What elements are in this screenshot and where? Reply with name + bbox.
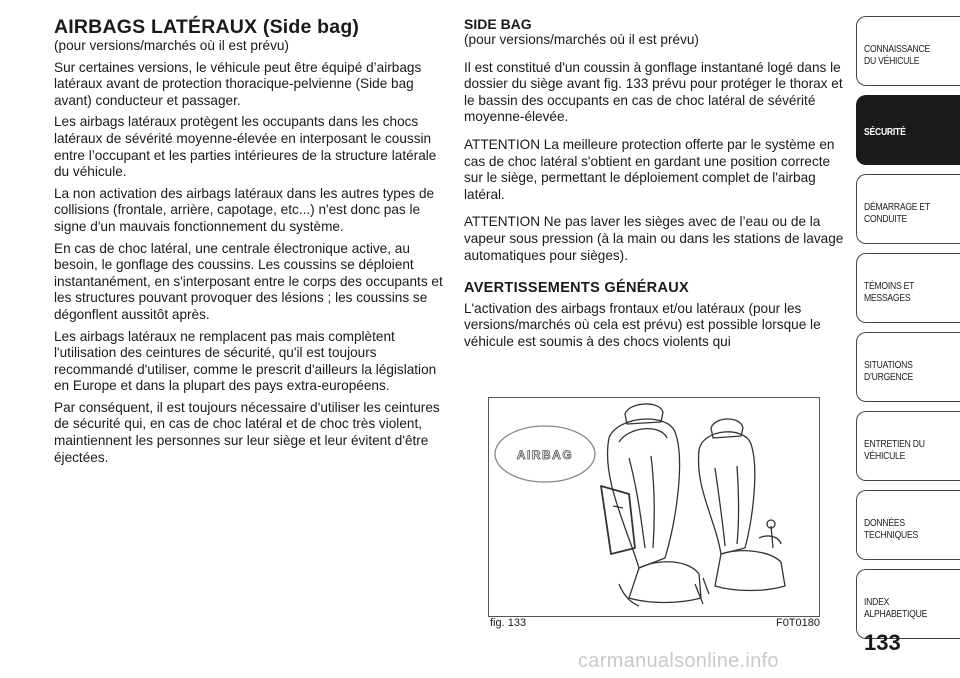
figure-code: F0T0180 [775,617,820,629]
figure-number: fig. 133 [490,617,527,629]
paragraph: Les airbags latéraux protègent les occupants dans les chocs latéraux de sévérité moyenne-élevée en interposant le coussin entre l’occupant et les parties intérieures de la structure latérale du véhicule. [54,114,437,180]
tab-demarrage-conduite[interactable] [856,174,960,244]
paragraph: Par conséquent, il est toujours nécessaire d'utiliser les ceintures de sécurité qui, en cas de choc latéral et de choc très violent, maintiennent les personnes sur leur siège et leur évitent d'être éjectées. [54,399,440,465]
warning-paragraph: ATTENTION La meilleure protection offerte par le système en cas de choc latéral s'obtient en gardant une position correcte sur le siège, permettant le déploiement complet de l'airbag latéral. [464,136,835,202]
tab-entretien-vehicule[interactable] [856,411,960,481]
tab-temoins-messages[interactable] [856,253,960,323]
general-warnings-heading: AVERTISSEMENTS GÉNÉRAUX [464,280,689,297]
right-column [464,16,844,356]
seat-airbag-figure [488,397,820,617]
tab-index-alphabetique[interactable] [856,569,960,639]
tab-label: DONNÉES TECHNIQUES [864,517,918,541]
tab-label: INDEX ALPHABETIQUE [864,596,928,620]
tab-label: CONNAISSANCE DU VÉHICULE [864,43,930,67]
section-subtitle: (pour versions/marchés où il est prévu) [54,38,289,53]
watermark: carmanualsonline.info [578,650,779,672]
paragraph: En cas de choc latéral, une centrale électronique active, au besoin, le gonflage des coussins. Les coussins se déploient instantanément, en s'interposant entre le corps des occupants et les structures pouvant provoquer des lésions ; les coussins se dégonflent aussitôt après. [54,240,443,322]
tab-label: DÉMARRAGE ET CONDUITE [864,201,930,225]
tab-situations-urgence[interactable] [856,332,960,402]
page-number: 133 [864,630,901,655]
chapter-tabs [856,16,960,648]
paragraph: La non activation des airbags latéraux dans les autres types de collisions (frontale, arrière, capotage, etc...) n'est donc pas le signe d'un mauvais fonctionnement du système. [54,185,435,234]
tab-securite[interactable] [856,95,960,165]
tab-donnees-techniques[interactable] [856,490,960,560]
seat-illustration [489,398,819,616]
paragraph: L'activation des airbags frontaux et/ou latéraux (pour les versions/marchés où cela est prévu) est possible lorsque le véhicule est soumis à des chocs violents qui [464,300,821,349]
paragraph: Il est constitué d'un coussin à gonflage instantané logé dans le dossier du siège avant fig. 133 prévu pour protéger le thorax et le bassin des occupants en cas de choc latéral de sévérité moyenne-élevée. [464,59,843,125]
paragraph: Les airbags latéraux ne remplacent pas mais complètent l'utilisation des ceintures de sécurité, qu'il est toujours recommandé d'utiliser, comme le prescrit d'ailleurs la législation en Europe et dans la plupart des pays extra-européens. [54,328,437,394]
tab-label: TÉMOINS ET MESSAGES [864,280,915,304]
tab-label: SITUATIONS D’URGENCE [864,359,913,383]
paragraph: Sur certaines versions, le véhicule peut être équipé d’airbags latéraux avant de protection thoracique-pelvienne (Side bag avant) conducteur et passager. [54,59,422,108]
airbag-label: AIRBAG [516,448,574,462]
warning-paragraph: ATTENTION Ne pas laver les sièges avec de l’eau ou de la vapeur sous pression (à la main ou dans les stations de lavage automatiques pour sièges). [464,214,844,263]
tab-label: SÉCURITÉ [864,126,906,138]
tab-connaissance-vehicule[interactable] [856,16,960,86]
section-title: AIRBAGS LATÉRAUX (Side bag) [54,16,360,38]
side-bag-subtitle: (pour versions/marchés où il est prévu) [464,32,699,47]
tab-label: ENTRETIEN DU VÉHICULE [864,438,925,462]
side-bag-heading: SIDE BAG [464,16,532,32]
left-column [54,16,444,471]
